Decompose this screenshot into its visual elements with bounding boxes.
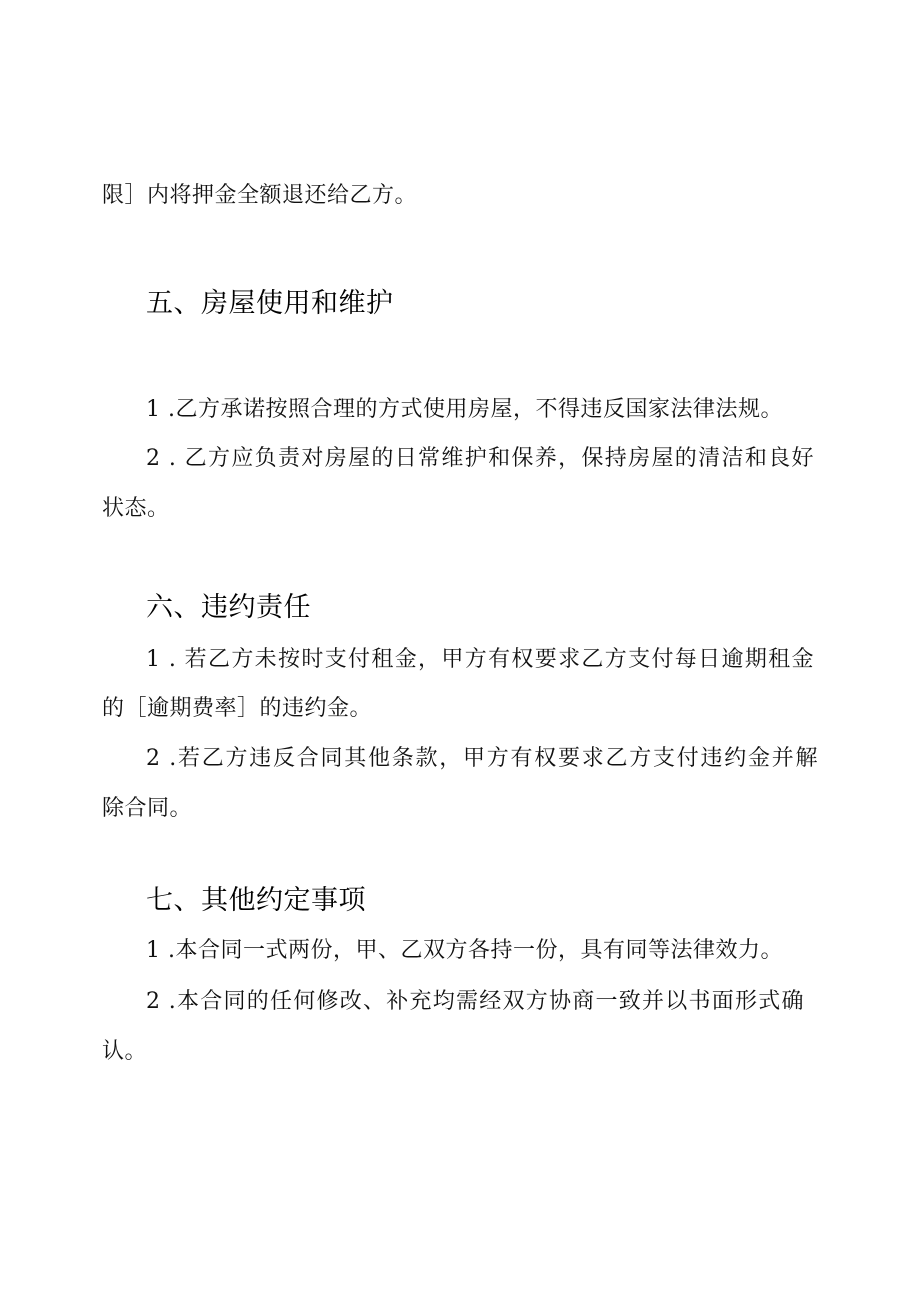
clause-7-2-continued: 认。: [102, 1039, 148, 1064]
clause-6-1-continued: 的［逾期费率］的违约金。: [102, 696, 373, 721]
clause-7-2: 2 .本合同的任何修改、补充均需经双方协商一致并以书面形式确: [146, 989, 804, 1014]
paragraph-continuation: 限］内将押金全额退还给乙方。: [102, 183, 418, 208]
section-heading-7: 七、其他约定事项: [146, 885, 366, 916]
section-heading-5: 五、房屋使用和维护: [146, 288, 394, 319]
section-heading-6: 六、违约责任: [146, 592, 311, 623]
clause-5-2: 2 . 乙方应负责对房屋的日常维护和保养，保持房屋的清洁和良好: [146, 446, 814, 471]
clause-6-2: 2 .若乙方违反合同其他条款，甲方有权要求乙方支付违约金并解: [146, 746, 818, 771]
clause-7-1: 1 .本合同一式两份，甲、乙双方各持一份，具有同等法律效力。: [146, 938, 783, 963]
clause-6-1: 1 . 若乙方未按时支付租金，甲方有权要求乙方支付每日逾期租金: [146, 647, 814, 672]
clause-5-2-continued: 状态。: [102, 496, 170, 521]
clause-6-2-continued: 除合同。: [102, 796, 193, 821]
clause-5-1: 1 .乙方承诺按照合理的方式使用房屋，不得违反国家法律法规。: [146, 397, 783, 422]
